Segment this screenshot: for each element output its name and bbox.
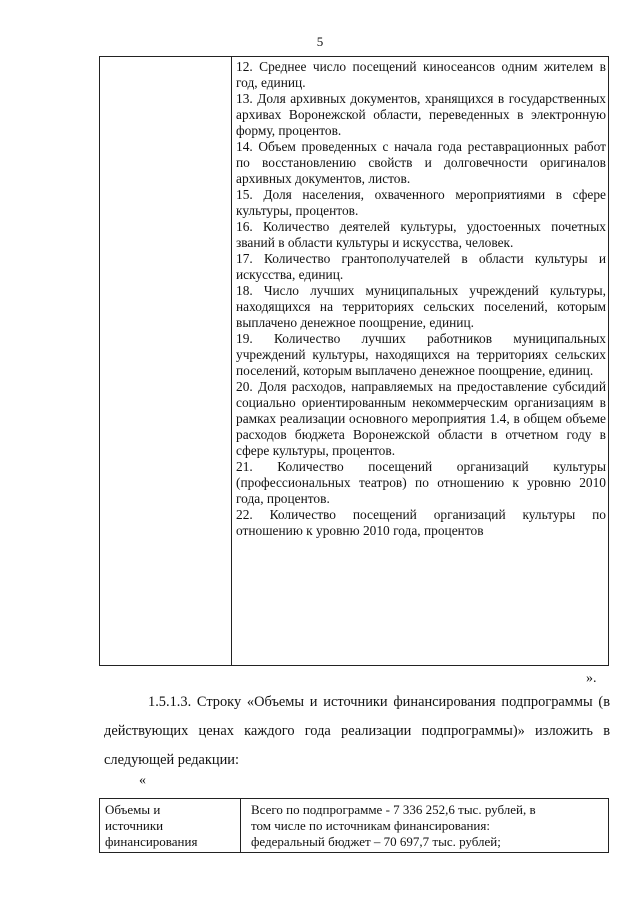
closing-quote: ».: [586, 671, 597, 686]
indicator-item: 16. Количество деятелей культуры, удостоенных почетных званий в области культуры и искусства, человек.: [236, 219, 606, 250]
funding-value-line: федеральный бюджет – 70 697,7 тыс. рублей;: [251, 834, 501, 849]
indicator-item: 13. Доля архивных документов, хранящихся в государственных архивах Воронежской области, переведенных в электронную форму, процентов.: [236, 91, 606, 138]
indicator-item: 21. Количество посещений организаций культуры (профессиональных театров) по отношению к уровню 2010 года, процентов.: [236, 459, 606, 506]
table-row: [100, 799, 609, 853]
funding-label-line: источники: [105, 818, 164, 833]
funding-value-line: том числе по источникам финансирования:: [251, 818, 490, 833]
funding-label-line: финансирования: [105, 834, 198, 849]
opening-quote: «: [139, 773, 146, 788]
indicators-list: [236, 59, 606, 539]
indicator-item: 12. Среднее число посещений киносеансов одним жителем в год, единиц.: [236, 59, 606, 90]
indicator-item: 19. Количество лучших работников муниципальных учреждений культуры, находящихся на территориях сельских поселений, которым выплачено денежное поощрение, единиц.: [236, 331, 606, 378]
indicator-item: 14. Объем проведенных с начала года реставрационных работ по восстановлению свойств и долговечности оригиналов архивных документов, листов.: [236, 139, 606, 186]
indicator-item: 20. Доля расходов, направляемых на предоставление субсидий социально ориентированным некоммерческим организациям в рамках реализации основного мероприятия 1.4, в общем объеме расходов бюджета Воронежской области в отчетном году в сфере культуры, процентов.: [236, 379, 606, 458]
funding-label-cell: [100, 799, 241, 853]
indicator-item: 22. Количество посещений организаций культуры по отношению к уровню 2010 года, процентов: [236, 507, 606, 538]
indicators-table: [99, 56, 609, 666]
indicator-item: 17. Количество грантополучателей в области культуры и искусства, единиц.: [236, 251, 606, 282]
funding-value-line: Всего по подпрограмме - 7 336 252,6 тыс. рублей, в: [251, 802, 536, 817]
indicator-item: 18. Число лучших муниципальных учреждений культуры, находящихся на территориях сельских поселений, которым выплачено денежное поощрение, единиц.: [236, 283, 606, 330]
page-number: 5: [316, 34, 324, 49]
funding-table: [99, 798, 609, 853]
amendment-paragraph: 1.5.1.3. Строку «Объемы и источники финансирования подпрограммы (в действующих ценах каждого года реализации подпрограммы)» изложить в следующей редакции:: [104, 694, 610, 768]
funding-value-cell: [241, 799, 609, 853]
indicator-item: 15. Доля населения, охваченного мероприятиями в сфере культуры, процентов.: [236, 187, 606, 218]
funding-label-line: Объемы и: [105, 802, 161, 817]
table-column-divider: [231, 57, 232, 665]
